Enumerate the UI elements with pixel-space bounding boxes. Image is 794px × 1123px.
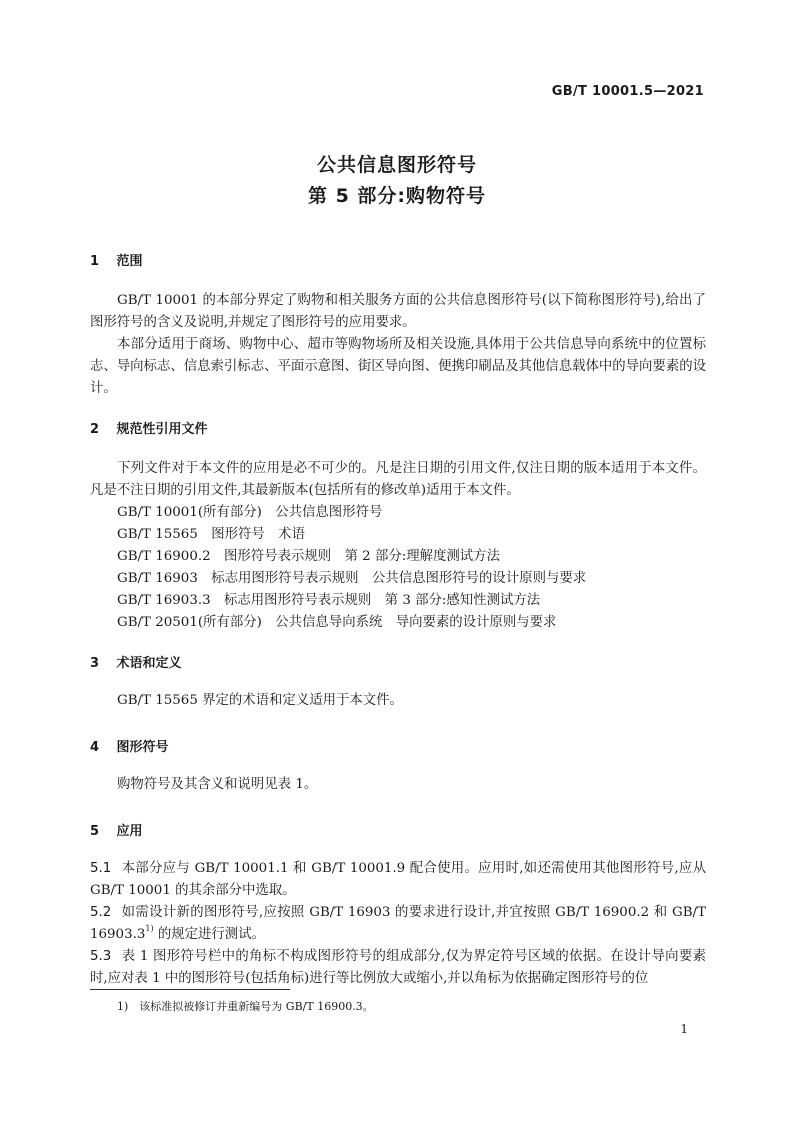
section-heading-application [90,820,143,839]
section-heading-scope [90,250,143,269]
page-number: 1 [680,1022,688,1036]
footnote-marker: 1) [145,924,154,933]
clause-5-1 [90,858,706,902]
reference-item: GB/T 10001(所有部分) 公共信息图形符号 [117,505,383,520]
reference-item: GB/T 16903.3 标志用图形符号表示规则 第 3 部分:感知性测试方法 [117,593,541,608]
paragraph: 下列文件对于本文件的应用是必不可少的。凡是注日期的引用文件,仅注日期的版本适用于本文件。凡是不注日期的引用文件,其最新版本(包括所有的修改单)适用于本文件。 [90,461,706,498]
clause-text-continued: 的规定进行测试。 [153,927,265,942]
section-number: 4 [90,740,100,755]
section-title: 术语和定义 [116,656,182,671]
section-number: 5 [90,824,100,839]
section-title: 规范性引用文件 [116,422,208,437]
clause-text: 本部分应与 GB/T 10001.1 和 GB/T 10001.9 配合使用。应用时,如还需使用其他图形符号,应从 GB/T 10001 的其余部分中选取。 [90,861,706,898]
clause-5-2 [90,902,706,946]
paragraph: 购物符号及其含义和说明见表 1。 [117,777,318,792]
section-heading-terms [90,652,182,671]
document-title: 公共信息图形符号 [316,154,477,176]
section-heading-symbols [90,736,169,755]
section-title: 应用 [116,824,143,839]
section-number: 3 [90,656,100,671]
clause-text: 如需设计新的图形符号,应按照 GB/T 16903 的要求进行设计,并宜按照 GB/T 16900.2 和 GB/T 16903.3 [90,905,706,942]
clause-text: 表 1 图形符号栏中的角标不构成图形符号的组成部分,仅为界定符号区域的依据。在设计导向要素时,应对表 1 中的图形符号(包括角标)进行等比例放大或缩小,并以角标为依据确定图形符号的位 [90,949,706,986]
clause-number: 5.1 [90,861,112,876]
reference-item: GB/T 20501(所有部分) 公共信息导向系统 导向要素的设计原则与要求 [117,615,557,630]
section-number: 2 [90,422,100,437]
section-heading-normative-references [90,418,208,437]
clause-number: 5.2 [90,905,112,920]
footnote: 1) 该标准拟被修订并重新编号为 GB/T 16900.3。 [117,1000,374,1013]
section-title: 图形符号 [116,740,169,755]
section-number: 1 [90,254,100,269]
clause-number: 5.3 [90,949,112,964]
clause-5-3 [90,946,706,990]
paragraph: 本部分适用于商场、购物中心、超市等购物场所及相关设施,具体用于公共信息导向系统中的位置标志、导向标志、信息索引标志、平面示意图、街区导向图、便携印刷品及其他信息载体中的导向要素的设计。 [90,337,706,396]
reference-item: GB/T 16903 标志用图形符号表示规则 公共信息图形符号的设计原则与要求 [117,571,587,586]
standard-number: GB/T 10001.5—2021 [551,84,704,99]
reference-item: GB/T 16900.2 图形符号表示规则 第 2 部分:理解度测试方法 [117,549,500,564]
reference-item: GB/T 15565 图形符号 术语 [117,527,305,542]
paragraph: GB/T 10001 的本部分界定了购物和相关服务方面的公共信息图形符号(以下简称图形符号),给出了图形符号的含义及说明,并规定了图形符号的应用要求。 [90,293,706,330]
paragraph: GB/T 15565 界定的术语和定义适用于本文件。 [117,693,403,708]
footnote-divider [90,989,290,990]
document-subtitle: 第 5 部分:购物符号 [307,185,487,207]
section-title: 范围 [116,254,143,269]
